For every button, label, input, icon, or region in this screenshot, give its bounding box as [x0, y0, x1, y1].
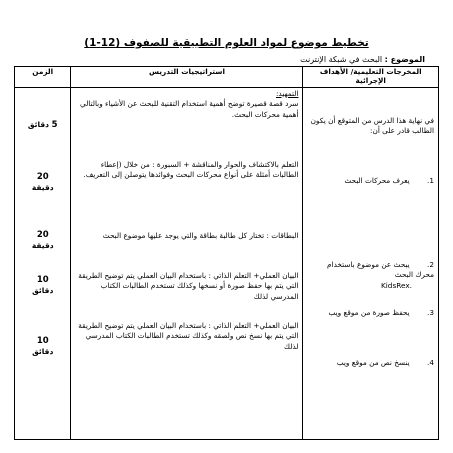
outcome-item — [307, 358, 434, 369]
time-number: 5 — [51, 119, 58, 130]
outcome-item — [307, 176, 434, 187]
topic-line — [300, 55, 425, 64]
time-entry — [15, 120, 70, 131]
strategy-3: البيان العملي+ التعلم الذاتي : باستخدام البيان العملي يتم توضيح الطريقة التي يتم بها حفظ صورة أو نسخها وكذلك تستخدم الطالبات الكتاب المدرسي لذلك — [78, 270, 299, 302]
header-outcomes: المخرجات التعليمية/ الأهداف الإجرائية — [303, 67, 439, 88]
topic-value: البحث في شبكة الإنترنت — [300, 55, 383, 64]
time-unit: دقائق — [32, 346, 54, 356]
outcome-number: 4. — [427, 357, 434, 367]
outcome-text: يبحث عن موضوع باستخدام محرك البحث — [327, 259, 434, 280]
time-unit: دقيقة — [31, 182, 54, 192]
time-entry — [15, 275, 70, 296]
time-number: 20 — [36, 229, 49, 240]
outcome-text: يحفظ صورة من موقع ويب — [328, 307, 410, 317]
strategy-intro-text: سرد قصة قصيرة توضح أهمية استخدام التقنية للبحث عن الأشياء وبالتالي أهمية محركات البحث. — [79, 99, 299, 120]
time-cell — [15, 87, 71, 439]
strategies-cell — [71, 87, 303, 439]
time-number: 10 — [36, 335, 49, 346]
time-entry — [15, 230, 70, 251]
outcome-item — [307, 260, 434, 293]
outcome-item — [307, 308, 434, 319]
strategy-4: البيان العملي+ التعلم الذاتي : باستخدام البيان العملي يتم توضيح الطريقة التي يتم بها نسخ نص ولصقه وكذلك تستخدم الطالبات الكتاب المدرسي لذلك — [78, 320, 299, 352]
time-unit: دقائق — [32, 285, 54, 295]
table-header-row — [15, 67, 439, 88]
strategy-2: البطاقات : تختار كل طالبة بطاقة والتي يوجد عليها موضوع البحث — [102, 230, 299, 240]
time-unit: دقائق — [27, 119, 50, 129]
time-entry — [15, 336, 70, 357]
outcome-number: 1. — [427, 175, 434, 185]
strategy-1: التعلم بالاكتشاف والحوار والمناقشة + السبورة : من خلال (إعطاء الطالبات أمثلة على أنواع محركات البحث وفوائدها يتوصلن إلى التعريف. — [83, 159, 299, 180]
outcomes-cell — [303, 87, 439, 439]
lesson-plan-table — [14, 66, 439, 440]
time-number: 20 — [36, 171, 49, 182]
header-time: الزمن — [15, 67, 71, 88]
page-title: تخطيط موضوع لمواد العلوم التطبيقية للصفوف (12-1) — [84, 37, 369, 49]
outcome-text: ينسخ نص من موقع ويب — [336, 357, 410, 367]
outcome-number: 2. — [427, 259, 434, 269]
strategy-intro — [75, 89, 298, 122]
table-body-row — [15, 87, 439, 439]
outcomes-intro: في نهاية هذا الدرس من المتوقع أن يكون الطالب قادر على أن: — [310, 115, 434, 136]
strategy-intro-label: التمهيد: — [275, 88, 299, 98]
outcome-extra: KidsRex. — [381, 281, 412, 291]
outcome-number: 3. — [427, 307, 434, 317]
time-number: 10 — [36, 274, 49, 285]
topic-label: الموضوع : — [384, 55, 425, 64]
time-entry — [15, 172, 70, 193]
time-unit: دقيقة — [31, 240, 54, 250]
header-strategies: استراتيجيات التدريس — [71, 67, 303, 88]
outcome-text: يعرف محركات البحث — [344, 175, 410, 185]
